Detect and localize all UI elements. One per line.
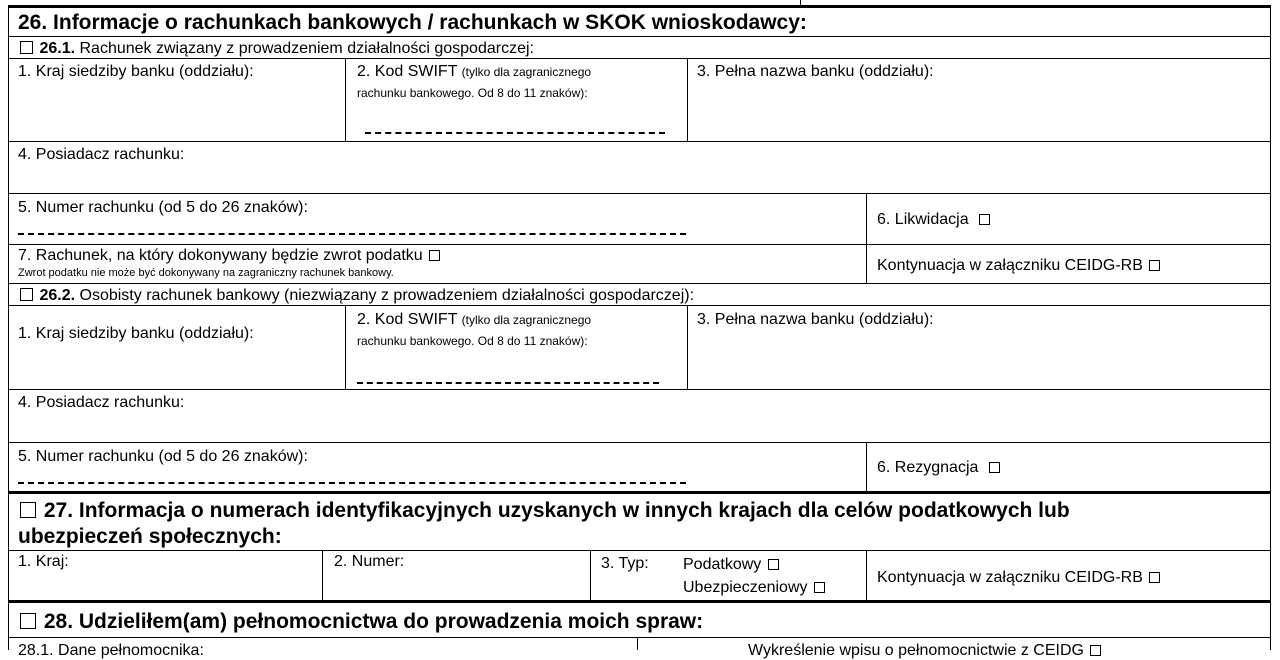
field-country-label: 1. Kraj: [18,553,69,570]
subsection-26-2-number: 26.2. [39,287,76,304]
checkbox-liquidation[interactable] [979,214,990,225]
swift-label-note-2: rachunku bankowego. Od 8 do 11 znaków): [357,86,588,100]
field-account-number-label: 5. Numer rachunku (od 5 do 26 znaków): [18,199,308,216]
field-number-label: 2. Numer: [334,553,405,570]
field-deletion [748,641,1103,660]
field-continuation-26-1 [877,256,1162,275]
type-option-tax [683,555,781,574]
rule [8,637,1271,638]
rule [8,442,1271,443]
rule [8,305,1271,306]
swift-input-dashes[interactable] [365,132,665,134]
rule [8,550,1271,551]
field-holder-label: 4. Posiadacz rachunku: [18,146,185,163]
col-divider [866,442,867,492]
field-holder-label-2: 4. Posiadacz rachunku: [18,394,185,411]
checkbox-deletion[interactable] [1090,645,1101,656]
col-divider [687,305,688,389]
col-divider [866,550,867,600]
subsection-26-1 [18,39,534,58]
continuation-label-27: Kontynuacja w załączniku CEIDG-RB [877,569,1143,586]
account-number-input-dashes[interactable] [18,233,686,235]
refund-account-label: 7. Rachunek, na który dokonywany będzie zwrot podatku [18,247,423,264]
field-liquidation [877,210,992,229]
subsection-26-1-number: 26.1. [39,40,76,57]
swift-label-note: (tylko dla zagranicznego [461,65,592,79]
col-divider [590,550,591,600]
rule [8,58,1271,59]
checkbox-26-1[interactable] [20,41,33,54]
liquidation-label: 6. Likwidacja [877,211,969,228]
refund-account-note: Zwrot podatku nie może być dokonywany na zagraniczny rachunek bankowy. [18,267,394,279]
rule [8,244,1271,245]
col-divider [866,193,867,283]
section-27-title-line-2: ubezpieczeń społecznych: [18,525,282,548]
checkbox-type-tax[interactable] [768,559,779,570]
section-26-top-rule [8,5,1271,8]
checkbox-type-insurance[interactable] [814,582,825,593]
field-account-number-label-2: 5. Numer rachunku (od 5 do 26 znaków): [18,448,308,465]
swift-label-main: 2. Kod SWIFT [357,63,458,80]
form-left-border [8,5,9,650]
swift-input-dashes-2[interactable] [357,382,659,384]
rule [8,36,1271,37]
checkbox-continuation-27[interactable] [1149,572,1160,583]
checkbox-resignation[interactable] [989,462,1000,473]
section-26-title: 26. Informacje o rachunkach bankowych / rachunkach w SKOK wnioskodawcy: [18,11,807,34]
rule [8,283,1271,284]
checkbox-28[interactable] [20,613,36,629]
checkbox-26-2[interactable] [20,288,33,301]
subsection-28-1: 28.1. Dane pełnomocnika: [18,642,204,659]
swift-label-note-4: rachunku bankowego. Od 8 do 11 znaków): [357,334,588,348]
field-swift-label [357,62,591,82]
form-right-border [1270,5,1271,650]
subsection-26-2 [18,286,694,305]
checkbox-27[interactable] [20,502,36,518]
section-28-top-rule [8,600,1271,603]
col-divider [345,305,346,389]
checkbox-refund-account[interactable] [429,250,440,261]
field-resignation [877,458,1002,477]
rule [8,193,1271,194]
type-option-insurance [683,578,827,597]
section-27-title-line-1 [18,498,1070,523]
type-option-tax-label: Podatkowy [683,556,762,573]
subsection-26-1-title: Rachunek związany z prowadzeniem działalności gospodarczej: [79,40,534,57]
col-divider [322,550,323,600]
checkbox-continuation-26-1[interactable] [1149,260,1160,271]
col-divider [637,637,638,650]
resignation-label: 6. Rezygnacja [877,459,979,476]
col-divider [345,58,346,141]
field-continuation-27 [877,568,1162,587]
field-bank-name-label: 3. Pełna nazwa banku (oddziału): [697,63,934,80]
section-27-top-rule [8,491,1271,494]
section-27-title: 27. Informacja o numerach identyfikacyjnych uzyskanych w innych krajach dla celów podatkowych lub [43,499,1070,522]
rule [8,389,1271,390]
section-28-title: 28. Udzieliłem(am) pełnomocnictwa do prowadzenia moich spraw: [43,610,704,633]
field-refund-account [18,246,442,265]
rule [8,141,1271,142]
field-type-label: 3. Typ: [601,555,649,572]
col-divider [687,58,688,141]
field-bank-country-label-2: 1. Kraj siedziby banku (oddziału): [18,325,254,342]
account-number-input-dashes-2[interactable] [18,482,686,484]
deletion-label: Wykreślenie wpisu o pełnomocnictwie z CEIDG [748,642,1084,659]
section-28-title-line [18,609,703,634]
field-bank-name-label-2: 3. Pełna nazwa banku (oddziału): [697,311,934,328]
swift-label-note-3: (tylko dla zagranicznego [461,313,592,327]
subsection-26-2-title: Osobisty rachunek bankowy (niezwiązany z prowadzeniem działalności gospodarczej): [79,287,695,304]
field-swift-label-2 [357,310,591,330]
continuation-label: Kontynuacja w załączniku CEIDG-RB [877,257,1143,274]
field-bank-country-label: 1. Kraj siedziby banku (oddziału): [18,63,254,80]
type-option-insurance-label: Ubezpieczeniowy [683,579,808,596]
swift-label-main-2: 2. Kod SWIFT [357,311,458,328]
